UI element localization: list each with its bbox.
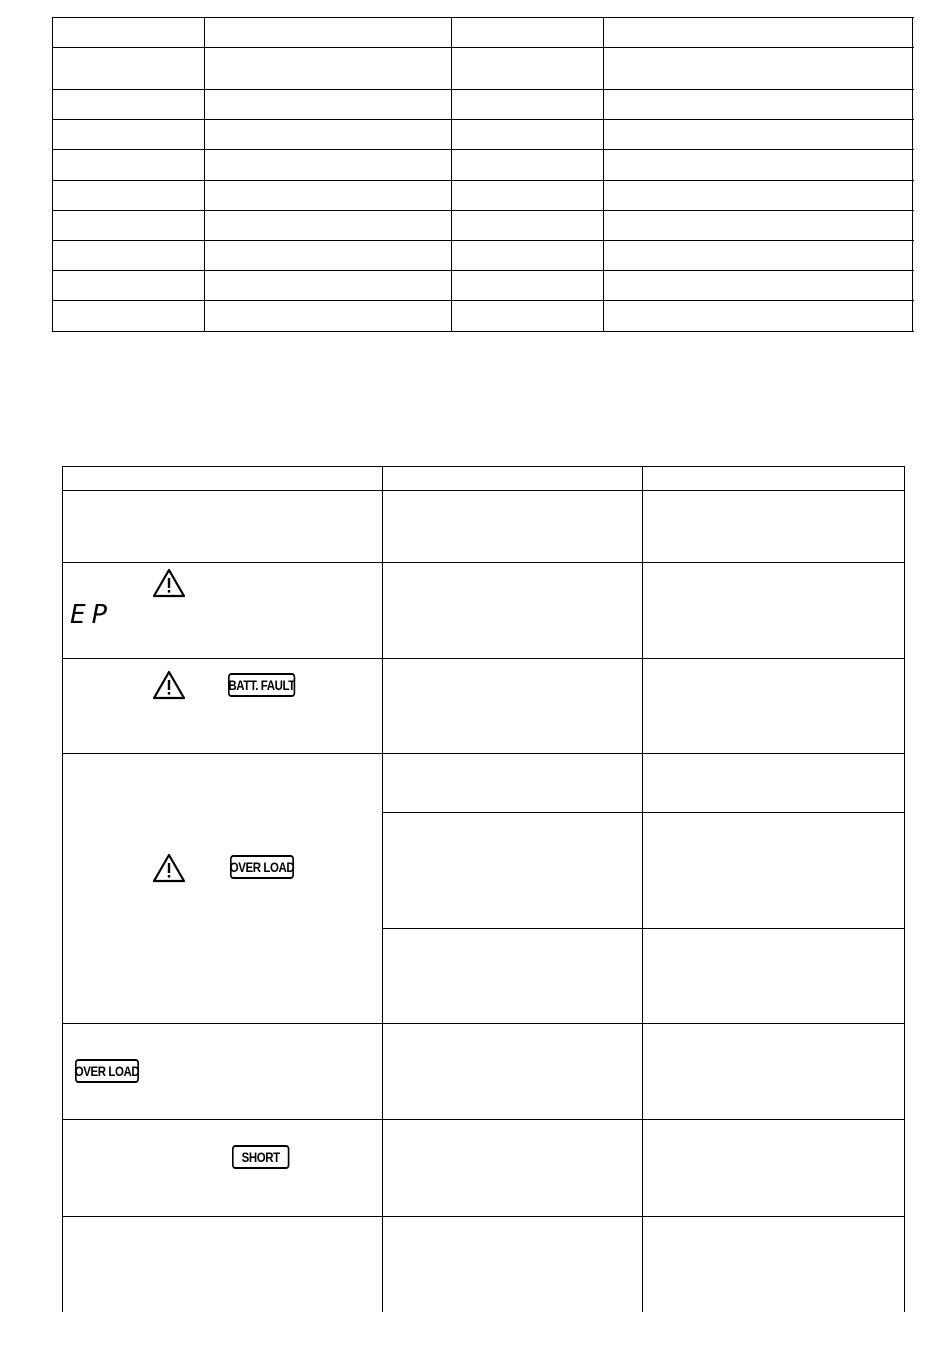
table-1-border-top bbox=[52, 17, 914, 18]
table-2-row-divider bbox=[62, 1119, 905, 1120]
segment-display-code: EP bbox=[70, 600, 114, 630]
table-2-column-divider bbox=[642, 466, 643, 1312]
table-1-column-divider bbox=[204, 17, 205, 332]
table-1-row-divider bbox=[52, 119, 914, 120]
table-1-row-divider bbox=[52, 89, 914, 90]
batt-fault-indicator: BATT. FAULT bbox=[228, 673, 295, 697]
overload-indicator: OVER LOAD bbox=[75, 1059, 139, 1083]
table-2-header-divider bbox=[62, 490, 905, 491]
table-1-row-divider bbox=[52, 300, 914, 301]
table-1-border-right bbox=[912, 17, 913, 332]
table-1-row-divider bbox=[52, 210, 914, 211]
table-2-column-divider bbox=[382, 466, 383, 1312]
table-2-border-left bbox=[62, 466, 63, 1312]
table-2-row-divider bbox=[62, 562, 905, 563]
table-2-subrow-divider bbox=[382, 812, 905, 813]
table-2-border-top bbox=[62, 466, 905, 467]
table-1-row-divider bbox=[52, 180, 914, 181]
table-1-row-divider bbox=[52, 240, 914, 241]
table-2-row-divider bbox=[62, 658, 905, 659]
warning-icon bbox=[152, 853, 186, 883]
table-1-border-bottom bbox=[52, 331, 914, 332]
table-2-row-divider bbox=[62, 753, 905, 754]
table-1-row-divider bbox=[52, 270, 914, 271]
table-2-subrow-divider bbox=[382, 928, 905, 929]
table-2-row-divider bbox=[62, 1023, 905, 1024]
warning-icon bbox=[152, 670, 186, 700]
table-2-row-divider bbox=[62, 1216, 905, 1217]
warning-icon bbox=[152, 568, 186, 598]
table-1-row-divider bbox=[52, 149, 914, 150]
table-1-column-divider bbox=[451, 17, 452, 332]
table-2-border-right bbox=[904, 466, 905, 1312]
short-indicator: SHORT bbox=[232, 1145, 289, 1169]
overload-indicator: OVER LOAD bbox=[230, 855, 294, 879]
table-1-border-left bbox=[52, 17, 53, 332]
table-1-row-divider bbox=[52, 47, 914, 48]
table-1-column-divider bbox=[603, 17, 604, 332]
